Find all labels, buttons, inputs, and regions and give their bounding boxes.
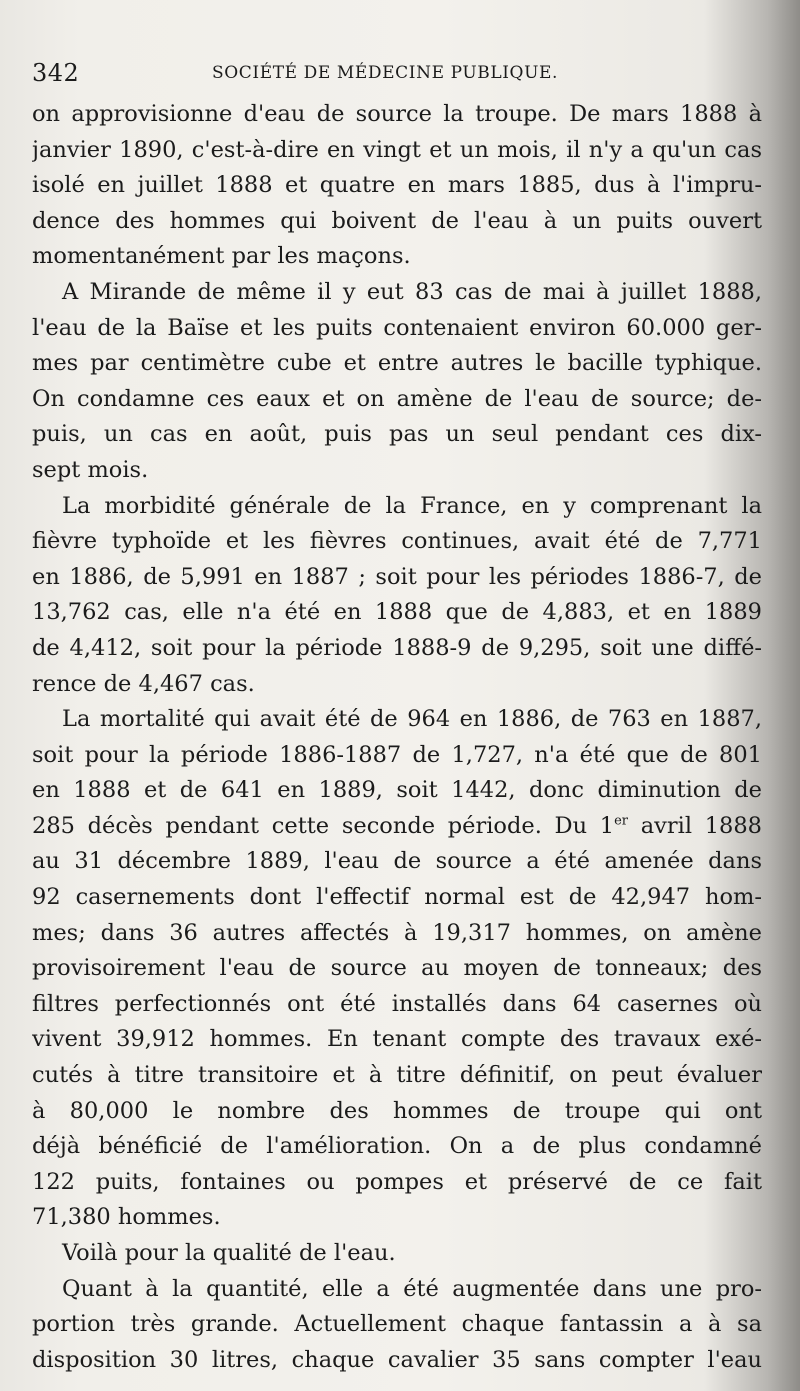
text-line: portion très grande. Actuellement chaque fantassin a à sa	[32, 1311, 762, 1338]
text-line: on approvisionne d'eau de source la troupe. De mars 1888 à	[32, 101, 762, 127]
text-line: isolé en juillet 1888 et quatre en mars 1885, dus à l'impru-	[32, 172, 762, 199]
text-line: La morbidité générale de la France, en y comprenant la	[62, 492, 762, 519]
superscript: er	[614, 813, 629, 829]
line-tail: avril 1888	[628, 812, 762, 839]
text-line: janvier 1890, c'est-à-dire en vingt et un mois, il n'y a qu'un cas	[32, 136, 762, 163]
text-line: 13,762 cas, elle n'a été en 1888 que de 4,883, et en 1889	[32, 599, 762, 626]
text-line: en 1888 et de 641 en 1889, soit 1442, donc diminution de	[32, 777, 762, 804]
text-line: cutés à titre transitoire et à titre définitif, on peut évaluer	[32, 1062, 762, 1089]
text-line: à 80,000 le nombre des hommes de troupe qui ont	[32, 1097, 762, 1124]
text-line: vivent 39,912 hommes. En tenant compte des travaux exé-	[32, 1026, 762, 1053]
text-line: l'eau de la Baïse et les puits contenaient environ 60.000 ger-	[32, 314, 762, 341]
text-line: On condamne ces eaux et on amène de l'eau de source; de-	[32, 385, 762, 412]
running-head	[32, 56, 750, 90]
text-line: Voilà pour la qualité de l'eau.	[62, 1240, 396, 1266]
text-line: mes par centimètre cube et entre autres le bacille typhique.	[32, 350, 762, 377]
text-line-with-superscript	[32, 809, 762, 845]
text-line: rence de 4,467 cas.	[32, 670, 255, 697]
text-line: provisoirement l'eau de source au moyen de tonneaux; des	[32, 955, 762, 982]
text-line: en 1886, de 5,991 en 1887 ; soit pour les périodes 1886-7, de	[32, 563, 762, 590]
text-line: La mortalité qui avait été de 964 en 1886, de 763 en 1887,	[62, 706, 762, 733]
text-line: au 31 décembre 1889, l'eau de source a été amenée dans	[32, 848, 762, 875]
text-line: soit pour la période 1886-1887 de 1,727, n'a été que de 801	[32, 741, 762, 768]
body-text	[32, 97, 762, 1378]
text-line: 71,380 hommes.	[32, 1204, 221, 1231]
text-line: filtres perfectionnés ont été installés dans 64 casernes où	[32, 990, 762, 1017]
text-line: 92 casernements dont l'effectif normal est de 42,947 hom-	[32, 884, 762, 911]
text-line: mes; dans 36 autres affectés à 19,317 hommes, on amène	[32, 919, 762, 946]
text-line: momentanément par les maçons.	[32, 243, 411, 270]
text-line: sept mois.	[32, 456, 149, 483]
running-title: SOCIÉTÉ DE MÉDECINE PUBLIQUE.	[212, 63, 559, 83]
text-line: puis, un cas en août, puis pas un seul pendant ces dix-	[32, 421, 762, 448]
text-line: dence des hommes qui boivent de l'eau à un puits ouvert	[32, 207, 762, 234]
text-line: déjà bénéficié de l'amélioration. On a de plus condamné	[32, 1133, 762, 1160]
page-number: 342	[32, 59, 80, 87]
line-head: 285 décès pendant cette seconde période. Du 1	[32, 812, 615, 839]
text-line: 122 puits, fontaines ou pompes et préservé de ce fait	[32, 1168, 762, 1195]
text-line: fièvre typhoïde et les fièvres continues, avait été de 7,771	[32, 528, 762, 555]
text-line: de 4,412, soit pour la période 1888-9 de 9,295, soit une diffé-	[32, 634, 762, 661]
text-line: disposition 30 litres, chaque cavalier 35 sans compter l'eau	[32, 1346, 762, 1373]
text-line: A Mirande de même il y eut 83 cas de mai à juillet 1888,	[62, 278, 762, 305]
text-line: Quant à la quantité, elle a été augmentée dans une pro-	[62, 1275, 762, 1302]
